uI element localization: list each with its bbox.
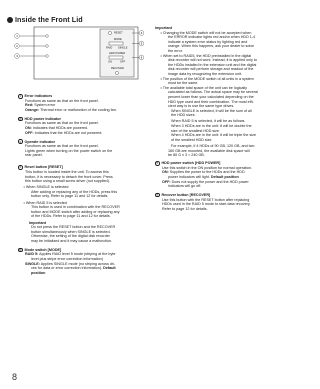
svg-text:6: 6 — [140, 55, 143, 60]
front-lid-illustration — [14, 26, 144, 80]
svg-text:2: 2 — [16, 44, 18, 48]
reset-button-section: 4 Reset button [RESET] This button is located inside the unit. To access this button, it is necessary to detach the front cover. Press this button using a small screw driver (not supplied). • When SINGLE is selected After adding or replacing any of the HDDs, press this button only. Refer to page 11 and 12 for details. • When RAID 5 is selected This button is used in combination with the RECOVER button and MODE switch after adding or replacing any of the HDDs. Refer to page 11 and 12 for details. Important Do not press the RESET button and the RECOVER button simultaneously when SINGLE is selected. Otherwise, the setting of the digital disk recorder may be initialized and it may cause a malfunction. — [19, 165, 120, 243]
right-column: Important • Changing the MODE switch will not be accepted when the ERROR indicator lights red and/or when HDD 1-4 indicate a system error status by lighting red and orange. When this happens, ask your dealer to solve the error. • When set to RAID5, the HDD preinstalled in the digital disk recorder will not work. Instead, it is applied only to the HDDs installed in the extension unit and the digital disk recorder will perform storage and readout of the image data by recognizing the extension unit. • The position of the MODE switch of all units in a system must be the same. • The available total space of the unit can be logically calculated as follows. The actual space may be several percent lower than your calculated depending on the HDD type used and their combination. The most effi- cient way is to use the same type drives. When SINGLE is selected, it will be the sum of all the HDD sizes. When RAID 5 is selected, it will be as follows. When 3 HDDs are in the unit: It will be double the size of the smallest HDD size. When 4 HDDs are in the unit: It will be triple the size of the smallest HDD size. For example, if 4 HDDs of 90 GB, 120 GB, and two 160 GB are mounted, the available disk space will be 80 G x 3 = 240 GB. 6 HDD power switch [HDD POWER] Use this switch in the ON position for normal operation. ON: Supplies the power to the HDDs and the HDD power indicators will light. Default position OFF: Does not supply the power and the HDD power indicators will go off. 7 Recover button [RECOVER] Use this button with the RESET button after replacing HDDs used in the RAID 5 mode to start data recovery. Refer to page 12 for details. — [155, 26, 293, 215]
svg-text:1: 1 — [16, 34, 18, 38]
hdd-power-switch-section: 6 HDD power switch [HDD POWER] Use this switch in the ON position for normal operation. ON: Supplies the power to the HDDs and the HDD power indicators will light. Default position OFF: Does not supply the power and the HDD power indicators will go off. — [156, 161, 252, 189]
error-indicators-section: 1 Error indicators Functions as same as that on the front panel. Red: System error Orange: Thermal error or malfunction of the cooling fan. — [19, 94, 117, 113]
label-on: ON — [108, 60, 112, 64]
reset-button-shape[interactable] — [108, 31, 111, 34]
operate-indicator-section: 3 Operate indicator Functions as same as that on the front panel. Lights green when turning on the power switch on the rear panel. — [19, 139, 113, 158]
hdd-power-led — [46, 45, 49, 48]
hdd-power-switch-shape[interactable] — [109, 56, 123, 59]
important-heading: Important — [155, 26, 173, 30]
page-number: 8 — [12, 372, 18, 382]
error-led — [46, 35, 49, 38]
svg-text:4: 4 — [140, 31, 143, 35]
label-raid: RAID — [106, 46, 113, 50]
svg-text:5: 5 — [140, 41, 143, 46]
front-lid-diagram — [14, 26, 144, 80]
hdd-power-indicator-section: 2 HDD power indicator Functions as same as that on the front panel. ON: Indicates that HDDs are powered. OFF: Indicates that the HDDs are not powered. — [19, 116, 103, 135]
mode-switch-shape[interactable] — [109, 42, 123, 45]
left-column — [18, 94, 145, 279]
bullet-icon — [7, 17, 13, 23]
section-title: Inside the Front Lid — [7, 15, 83, 24]
label-single: SINGLE — [118, 46, 128, 50]
label-recover: RECOVER — [111, 67, 124, 70]
mode-switch-section: 5 Mode switch [MODE] RAID 5: Applies RAID level 5 mode (striping at the byte level plus stripe error correction information) SINGLE: Applies SINGLE mode (no striping across dri- ves for data or error correction information). Default position — [19, 247, 116, 275]
label-reset: RESET — [114, 31, 123, 35]
operate-led — [46, 55, 49, 58]
label-hdd-power: HDD POWER — [109, 52, 126, 55]
label-off: OFF — [120, 60, 126, 64]
label-mode: MODE — [114, 38, 122, 41]
recover-button-section: 7 Recover button [RECOVER] Use this button with the RESET button after replacing HDDs used in the RAID 5 mode to start data recovery. Refer to page 12 for details. — [156, 193, 251, 211]
recover-button-shape[interactable] — [115, 71, 118, 74]
svg-text:3: 3 — [16, 54, 18, 58]
